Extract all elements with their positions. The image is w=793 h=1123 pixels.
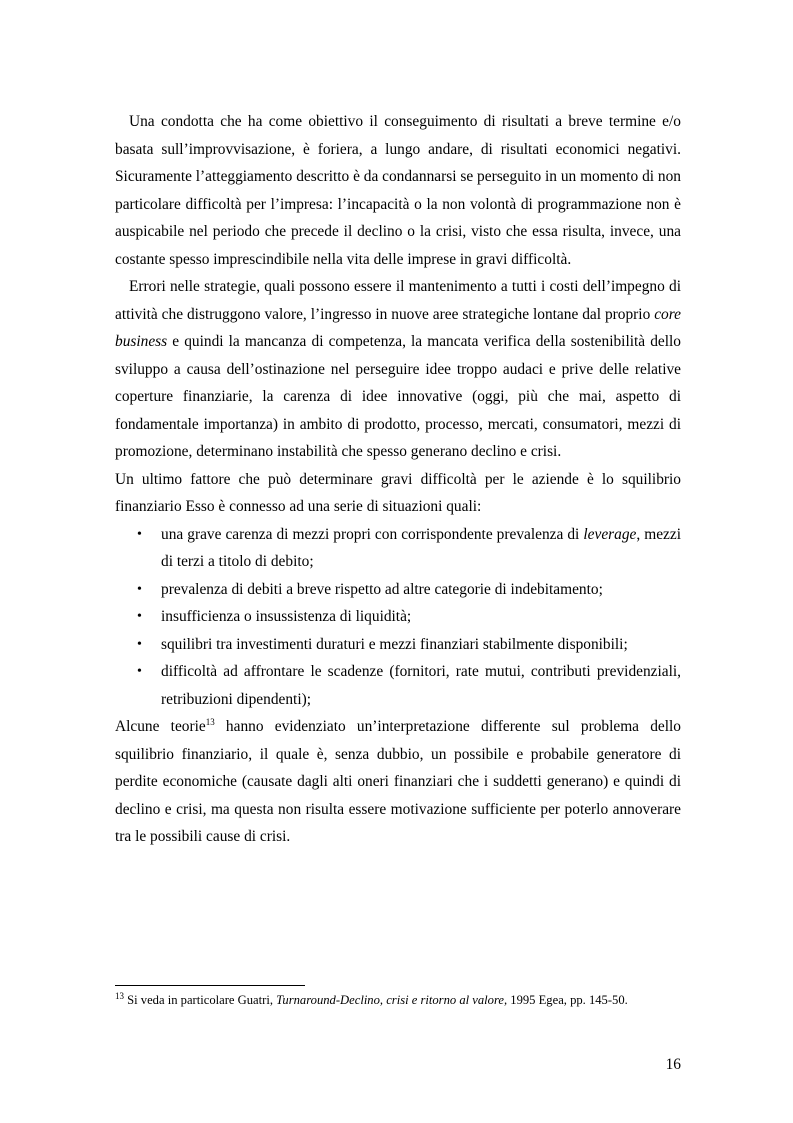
paragraph-4 <box>115 713 681 851</box>
footnote-text-b: 1995 Egea, pp. 145-50. <box>507 993 628 1007</box>
footnote-text-a: Si veda in particolare Guatri, <box>124 993 277 1007</box>
bullet-icon: • <box>137 664 142 679</box>
footnote <box>115 992 681 1009</box>
list-item <box>115 603 681 631</box>
list-item-text: squilibri tra investimenti duraturi e mezzi finanziari stabilmente disponibili; <box>161 635 628 653</box>
list-item-text: prevalenza di debiti a breve rispetto ad altre categorie di indebitamento; <box>161 580 603 598</box>
paragraph-4-text-b: hanno evidenziato un’interpretazione differente sul problema dello squilibrio finanziario, il quale è, senza dubbio, un possibile e probabile generatore di perdite economiche (causate dagli alti oneri finanziari che i suddetti generano) e quindi di declino e crisi, ma questa non risulta essere motivazione sufficiente per poterlo annoverare tra le possibili cause di crisi. <box>115 718 681 845</box>
list-item-text: insufficienza o insussistenza di liquidità; <box>161 608 412 625</box>
bullet-list <box>115 521 681 714</box>
paragraph-2-italic: core business <box>115 305 681 350</box>
list-item <box>115 631 681 659</box>
list-item-text-b: , mezzi di terzi a titolo di debito; <box>161 525 681 570</box>
bullet-icon: • <box>137 609 142 624</box>
footnote-italic: Turnaround-Declino, crisi e ritorno al valore, <box>276 993 508 1007</box>
footnote-reference[interactable]: 13 <box>205 716 215 727</box>
paragraph-3: Un ultimo fattore che può determinare gravi difficoltà per le aziende è lo squilibrio finanziario Esso è connesso ad una serie di situazioni quali: <box>115 470 681 515</box>
bullet-icon: • <box>137 636 142 652</box>
list-item <box>115 576 681 604</box>
paragraph-2-text-a: Errori nelle strategie, quali possono essere il mantenimento a tutti i costi dell’impegno di attività che distruggono valore, l’ingresso in nuove aree strategiche lontane dal proprio <box>115 278 681 323</box>
list-item-italic: leverage <box>583 525 637 543</box>
list-item <box>115 658 681 713</box>
paragraph-4-text-a: Alcune teorie <box>115 718 206 735</box>
page-number: 16 <box>665 1056 681 1073</box>
paragraph-2 <box>115 273 681 466</box>
bullet-icon: • <box>137 526 142 542</box>
paragraph-1: Una condotta che ha come obiettivo il conseguimento di risultati a breve termine e/o basata sull’improvvisazione, è foriera, a lungo andare, di risultati economici negativi. Sicuramente l’atteggiamento descritto è da condannarsi se perseguito in un momento di non particolare difficoltà per l’impresa: l’incapacità o la non volontà di programmazione non è auspicabile nel periodo che precede il declino o la crisi, visto che essa risulta, invece, una costante spesso imprescindibile nella vita delle imprese in gravi difficoltà. <box>115 113 681 268</box>
list-item <box>115 521 681 576</box>
footnote-divider <box>115 985 305 986</box>
footnote-number: 13 <box>115 990 124 1001</box>
paragraph-2-text-b: e quindi la mancanza di competenza, la mancata verifica della sostenibilità dello sviluppo a causa dell’ostinazione nel perseguire idee troppo audaci e prive delle relative coperture finanziarie, la carenza di idee innovative (oggi, più che mai, aspetto di fondamentale importanza) in ambito di prodotto, processo, mercati, consumatori, mezzi di promozione, determinano instabilità che spesso generano declino e crisi. <box>115 333 681 460</box>
list-item-text: difficoltà ad affrontare le scadenze (fornitori, rate mutui, contributi previdenziali, retribuzioni dipendenti); <box>161 663 681 708</box>
list-item-text-a: una grave carenza di mezzi propri con corrispondente prevalenza di <box>161 525 584 543</box>
bullet-icon: • <box>137 581 142 597</box>
page-body <box>115 108 681 851</box>
